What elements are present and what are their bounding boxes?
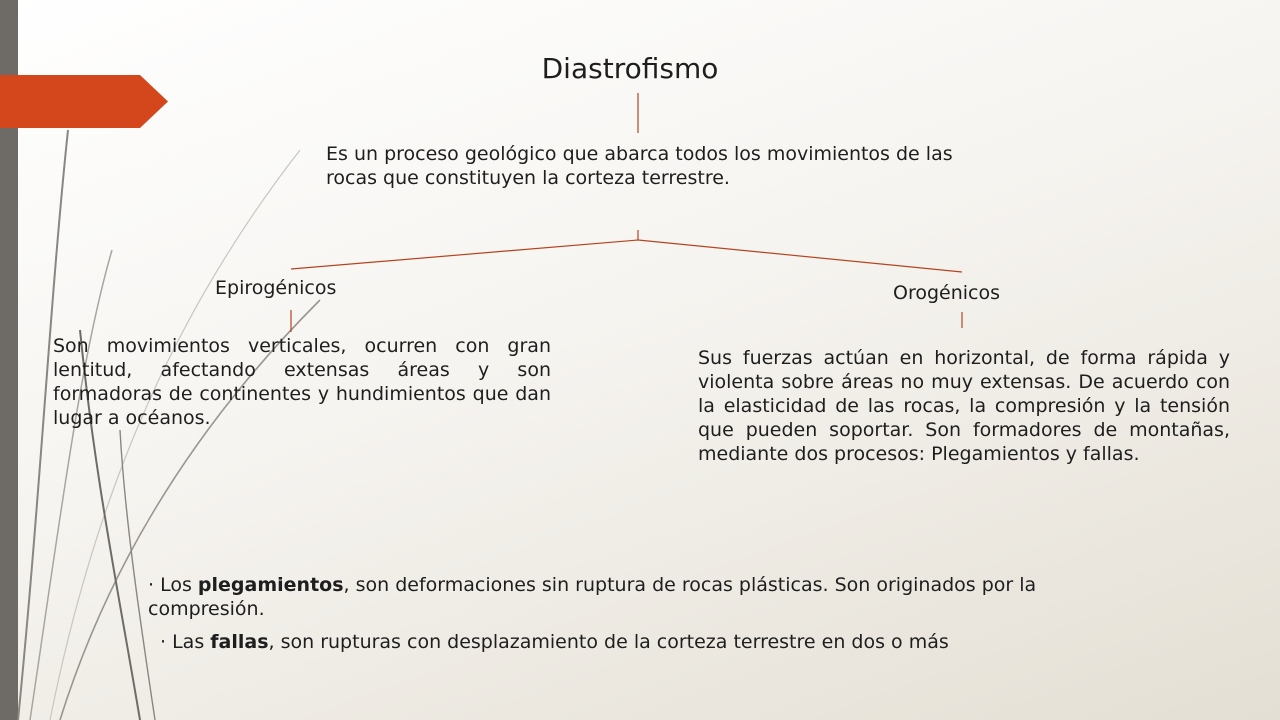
bullet-fallas	[160, 630, 1160, 654]
definition-text: Es un proceso geológico que abarca todos los movimientos de las rocas que constituyen la corteza terrestre.	[326, 143, 953, 189]
bullet-marker: ·	[160, 631, 173, 653]
bullet-prefix: Los	[160, 574, 198, 596]
bullet-rest: , son rupturas con desplazamiento de la corteza terrestre en dos o más	[268, 631, 949, 653]
page-title: Diastrofismo	[541, 52, 719, 85]
bullet-marker: ·	[148, 574, 161, 596]
bullet-prefix: Las	[172, 631, 211, 653]
epirogenicos-description: Son movimientos verticales, ocurren con gran lentitud, afectando extensas áreas y son formadoras de continentes y hundimientos que dan lugar a océanos.	[53, 335, 551, 429]
branch-label-epirogenicos: Epirogénicos	[215, 277, 337, 299]
bullet-term: plegamientos	[197, 574, 344, 596]
orogenicos-description: Sus fuerzas actúan en horizontal, de forma rápida y violenta sobre áreas no muy extensas. De acuerdo con la elasticidad de las rocas, la compresión y la tensión que pueden soportar. Son formadores de montañas, mediante dos procesos: Plegamientos y fallas.	[698, 347, 1230, 465]
bullet-plegamientos	[148, 573, 1048, 621]
accent-arrow-tab	[0, 75, 168, 128]
bullet-term: fallas	[210, 631, 269, 653]
bullet-rest: , son deformaciones sin ruptura de rocas plásticas. Son originados por la compresión.	[148, 574, 1037, 620]
branch-label-orogenicos: Orogénicos	[893, 282, 1001, 304]
